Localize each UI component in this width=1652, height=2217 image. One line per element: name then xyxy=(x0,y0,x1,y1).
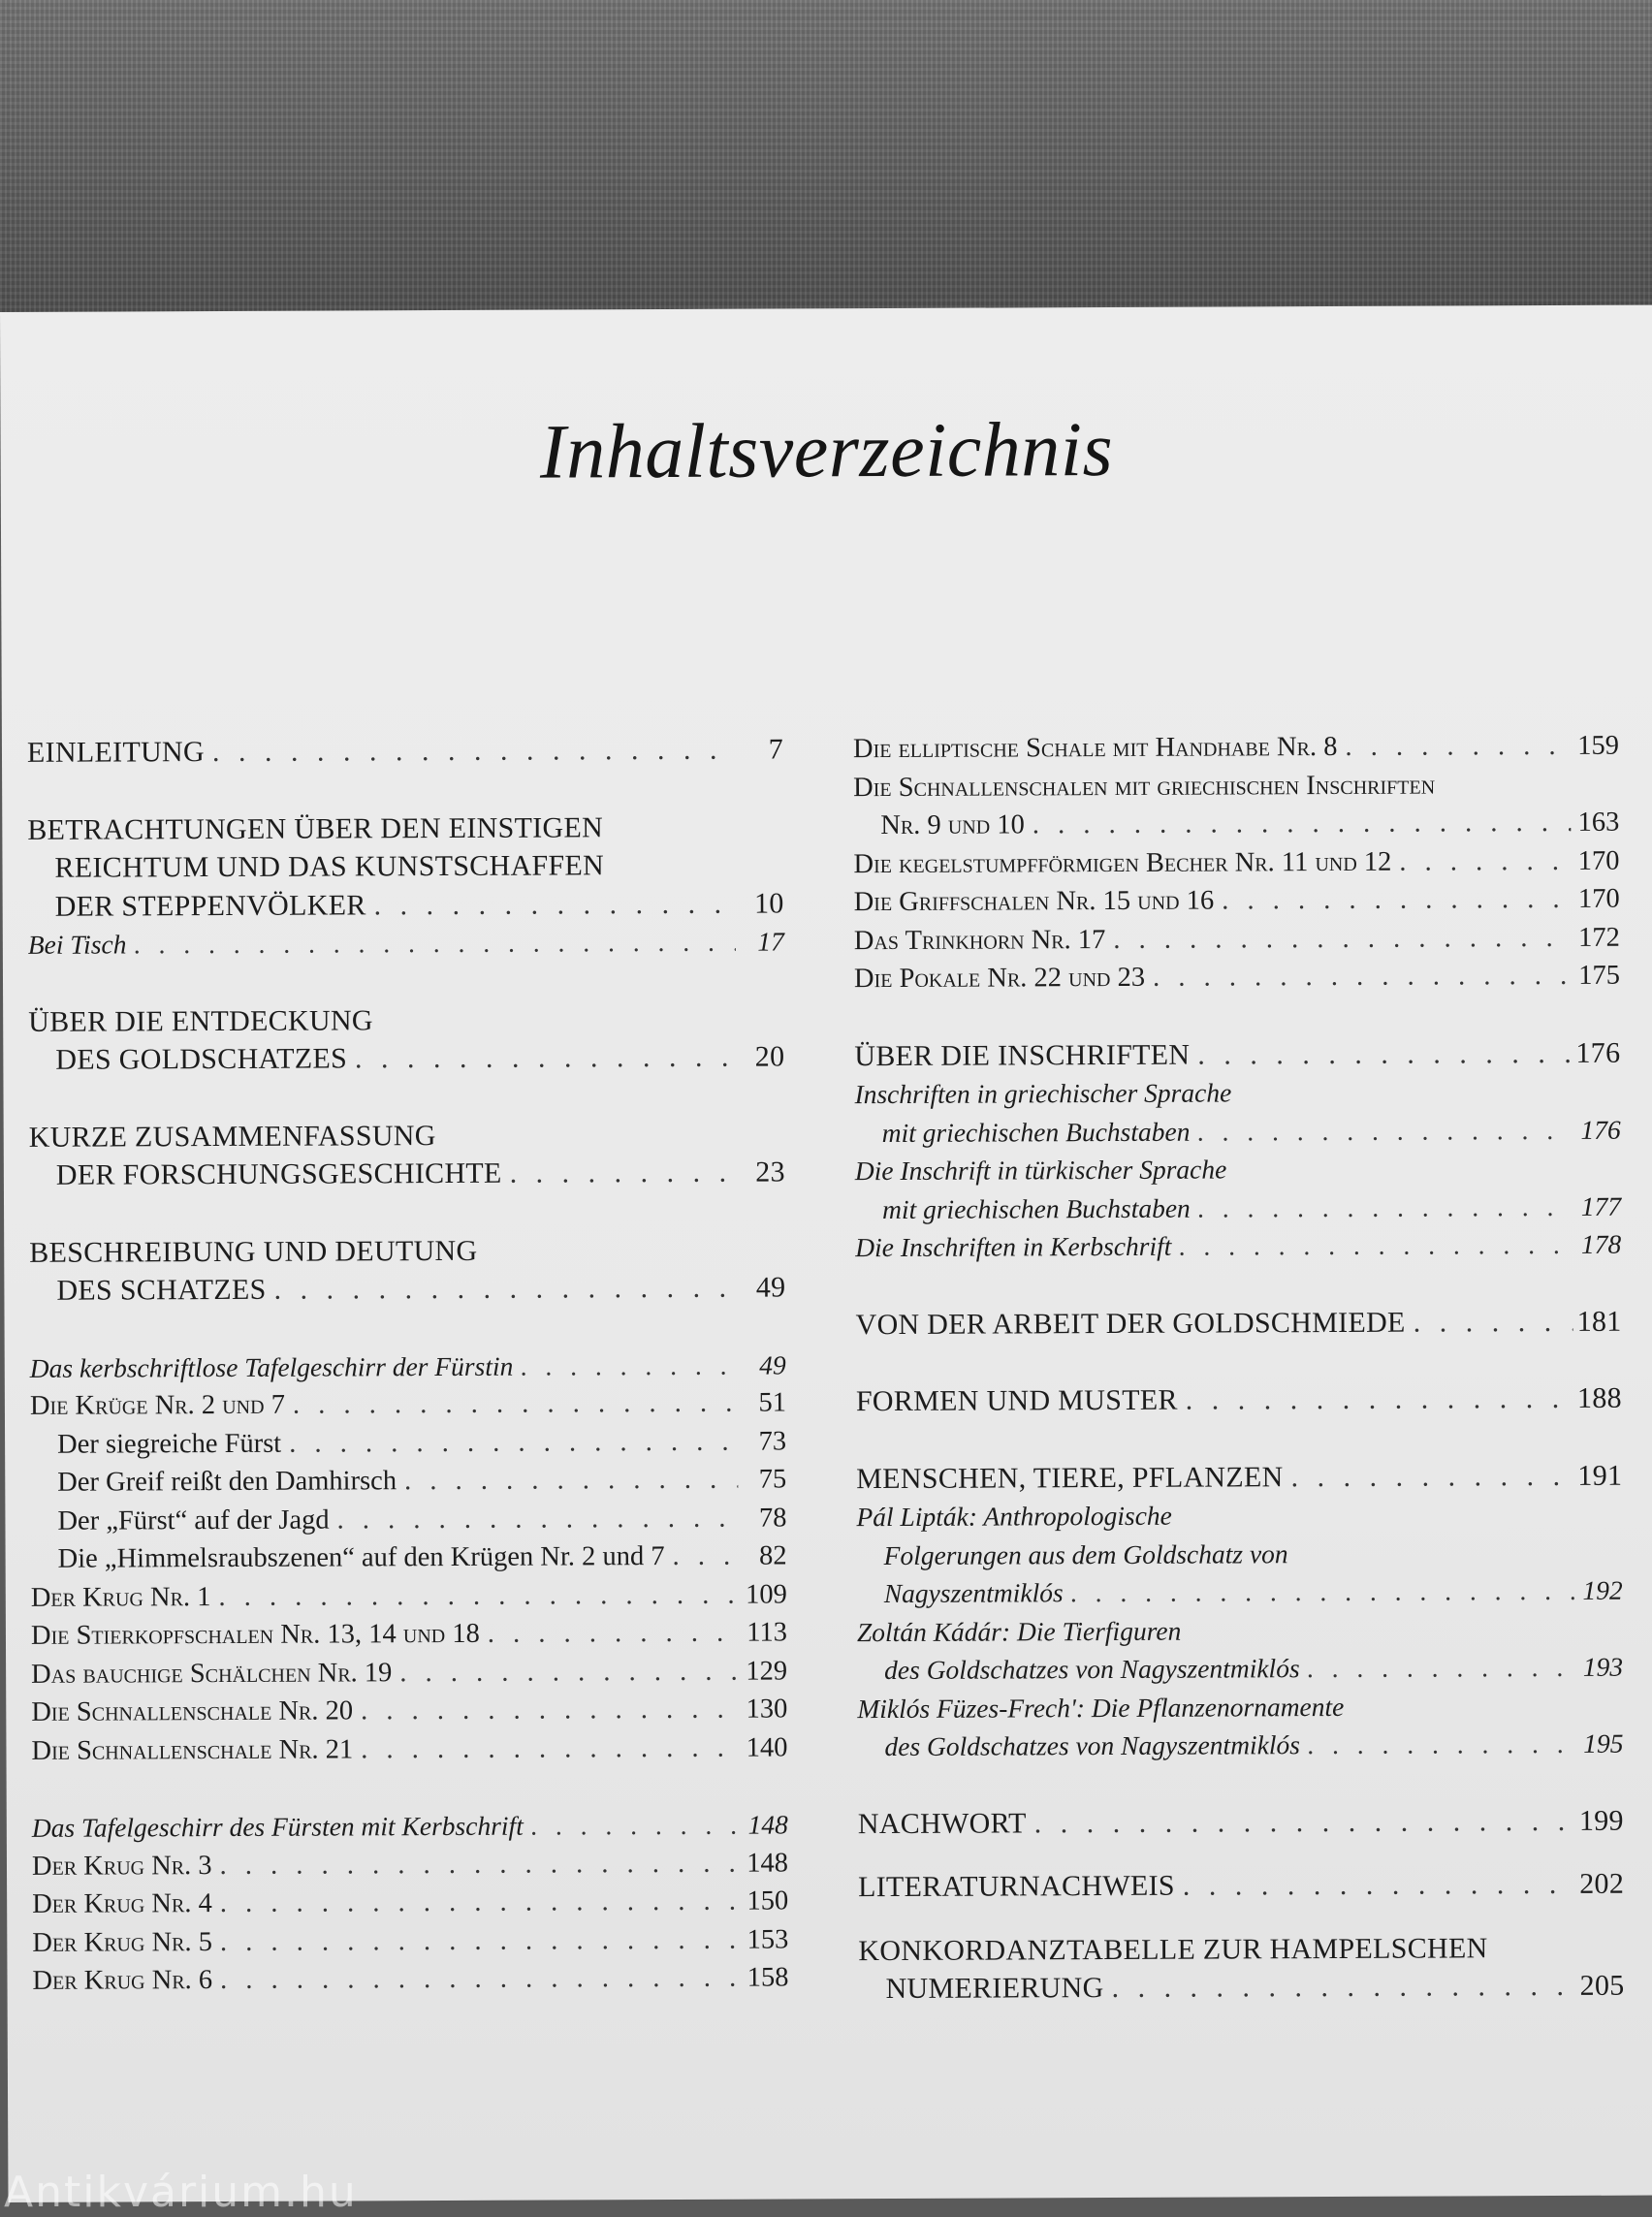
dot-leader xyxy=(366,884,736,924)
toc-entry-title: Der Krug Nr. 1 xyxy=(30,1581,211,1613)
toc-entry-title: des Goldschatzes von Nagyszentmiklós xyxy=(884,1729,1301,1762)
toc-entry[interactable] xyxy=(32,1805,788,1847)
toc-entry[interactable] xyxy=(853,727,1619,769)
toc-entry-title: DES GOLDSCHATZES xyxy=(55,1042,348,1076)
toc-left-column xyxy=(27,730,789,2000)
toc-entry[interactable] xyxy=(857,1533,1623,1574)
dot-leader xyxy=(397,1461,738,1501)
toc-entry[interactable] xyxy=(858,1928,1624,1970)
dot-leader xyxy=(1191,1187,1573,1226)
dot-leader xyxy=(1064,1571,1574,1612)
dot-leader xyxy=(1190,1033,1572,1073)
dot-leader xyxy=(1337,727,1571,767)
section-gap xyxy=(32,1766,788,1808)
toc-entry-page-number: 163 xyxy=(1577,807,1620,838)
toc-entry[interactable] xyxy=(856,1379,1622,1421)
toc-entry[interactable] xyxy=(31,1690,787,1731)
toc-entry-title: Miklós Füzes-Frech': Die Pflanzenornamente xyxy=(857,1691,1345,1724)
toc-entry[interactable] xyxy=(853,765,1619,807)
toc-entry[interactable] xyxy=(31,1575,787,1617)
toc-entry[interactable] xyxy=(854,957,1620,998)
toc-entry-page-number: 148 xyxy=(747,1847,789,1879)
toc-entry-page-number: 113 xyxy=(747,1617,788,1648)
toc-entry-page-number: 205 xyxy=(1579,1969,1625,2002)
toc-entry[interactable] xyxy=(857,1609,1623,1651)
toc-entry-title: DER FORSCHUNGSGESCHICHTE xyxy=(55,1156,502,1191)
toc-entry-page-number: 188 xyxy=(1576,1381,1622,1414)
toc-entry-page-number: 193 xyxy=(1582,1651,1624,1682)
toc-entry-page-number: 176 xyxy=(1575,1036,1621,1069)
toc-entry-title: Die Stierkopfschalen Nr. 13, 14 und 18 xyxy=(30,1618,480,1651)
toc-entry-page-number: 75 xyxy=(758,1464,787,1495)
section-gap xyxy=(856,1417,1622,1459)
toc-entry-title: BESCHREIBUNG UND DEUTUNG xyxy=(29,1234,478,1269)
toc-entry-page-number: 148 xyxy=(747,1809,788,1840)
section-gap xyxy=(855,1263,1621,1305)
toc-entry[interactable] xyxy=(30,1346,786,1387)
toc-entry[interactable] xyxy=(30,1499,786,1540)
toc-entry[interactable] xyxy=(854,1033,1620,1075)
dot-leader xyxy=(1190,1110,1572,1150)
toc-entry[interactable] xyxy=(32,1882,788,1923)
toc-entry-page-number: 51 xyxy=(758,1387,786,1418)
toc-entry[interactable] xyxy=(32,1958,788,2000)
dot-leader xyxy=(1025,804,1572,844)
toc-entry-page-number: 129 xyxy=(746,1655,788,1687)
toc-entry-title: Der Krug Nr. 3 xyxy=(31,1850,212,1882)
toc-entry[interactable] xyxy=(32,1920,788,1962)
toc-entry[interactable] xyxy=(855,1110,1621,1152)
toc-entry-title: Die „Himmelsraubszenen“ auf den Krügen Nr. 2 und 7 xyxy=(57,1541,665,1574)
dot-leader xyxy=(1300,1648,1575,1688)
toc-entry-page-number: 175 xyxy=(1578,960,1621,991)
toc-entry[interactable] xyxy=(30,1460,786,1502)
toc-entry-page-number: 199 xyxy=(1578,1804,1624,1837)
dot-leader xyxy=(392,1652,739,1692)
toc-entry-page-number: 78 xyxy=(758,1502,787,1534)
dot-leader xyxy=(212,1883,741,1923)
toc-entry-page-number: 159 xyxy=(1577,730,1620,761)
toc-entry-title: ÜBER DIE ENTDECKUNG xyxy=(28,1003,373,1038)
toc-entry-title: NACHWORT xyxy=(857,1806,1027,1840)
toc-entry-page-number: 170 xyxy=(1577,845,1620,876)
toc-entry-page-number: 23 xyxy=(755,1156,785,1188)
toc-entry-title: DER STEPPENVÖLKER xyxy=(54,888,366,923)
toc-entry[interactable] xyxy=(857,1686,1623,1727)
toc-entry[interactable] xyxy=(856,1495,1622,1536)
toc-entry[interactable] xyxy=(30,1383,786,1425)
toc-entry-page-number: 150 xyxy=(747,1885,789,1916)
section-gap xyxy=(858,1840,1624,1868)
toc-entry[interactable] xyxy=(857,1571,1623,1613)
toc-entry-page-number: 158 xyxy=(747,1962,789,1993)
toc-entry-title: VON DER ARBEIT DER GOLDSCHMIEDE xyxy=(855,1306,1406,1341)
dot-leader xyxy=(347,1038,737,1078)
toc-entry-page-number: 140 xyxy=(746,1731,788,1763)
dot-leader xyxy=(1406,1302,1573,1341)
toc-entry-title: KONKORDANZTABELLE ZUR HAMPELSCHEN xyxy=(858,1931,1488,1967)
toc-entry-page-number: 172 xyxy=(1578,922,1620,953)
toc-entry-title: Die Inschriften in Kerbschrift xyxy=(855,1230,1172,1263)
toc-entry-page-number: 177 xyxy=(1580,1190,1622,1221)
dot-leader xyxy=(210,1575,739,1616)
toc-entry-title: Pál Lipták: Anthropologische xyxy=(856,1500,1172,1533)
toc-entry-page-number: 49 xyxy=(759,1348,786,1380)
toc-entry-title: Die Schnallenschale Nr. 21 xyxy=(31,1733,354,1766)
toc-entry[interactable] xyxy=(29,1230,785,1272)
toc-entry-title: Das Trinkhorn Nr. 17 xyxy=(853,924,1106,956)
toc-entry-title: Die Griffschalen Nr. 15 und 16 xyxy=(853,885,1215,918)
section-gap xyxy=(29,1191,785,1233)
toc-entry-title: REICHTUM UND DAS KUNSTSCHAFFEN xyxy=(54,849,605,884)
toc-entry-title: Die Schnallenschalen mit griechischen Inschriften xyxy=(853,770,1436,803)
dot-leader xyxy=(1105,918,1572,959)
toc-entry[interactable] xyxy=(29,1153,785,1194)
toc-entry-title: mit griechischen Buchstaben xyxy=(881,1192,1191,1224)
section-gap xyxy=(27,769,783,810)
toc-right-column xyxy=(853,727,1625,2009)
toc-entry[interactable] xyxy=(27,845,783,887)
toc-entry-title: Der Krug Nr. 5 xyxy=(32,1926,213,1958)
page-title: Inhaltsverzeichnis xyxy=(539,406,1114,495)
toc-entry-title: Die elliptische Schale mit Handhabe Nr. 8 xyxy=(852,731,1338,765)
toc-entry[interactable] xyxy=(28,1037,784,1079)
section-gap xyxy=(858,1903,1624,1931)
toc-entry[interactable] xyxy=(31,1536,787,1578)
toc-entry-page-number: 178 xyxy=(1580,1228,1622,1259)
toc-entry[interactable] xyxy=(858,1967,1624,2009)
toc-entry[interactable] xyxy=(28,884,784,926)
toc-entry-title: Die kegelstumpfförmigen Becher Nr. 11 und 12 xyxy=(853,846,1392,879)
dot-leader xyxy=(513,1346,738,1385)
section-gap xyxy=(28,961,784,1002)
toc-entry-page-number: 153 xyxy=(747,1923,789,1955)
toc-entry-title: Der „Fürst“ auf der Jagd xyxy=(57,1504,330,1536)
section-gap xyxy=(856,1341,1622,1382)
toc-entry[interactable] xyxy=(857,1725,1623,1766)
toc-entry-title: Der Greif reißt den Damhirsch xyxy=(57,1466,397,1498)
dot-leader xyxy=(1391,841,1571,880)
dot-leader xyxy=(285,1384,738,1425)
toc-entry-page-number: 176 xyxy=(1580,1114,1621,1145)
dot-leader xyxy=(266,1269,737,1310)
toc-entry[interactable] xyxy=(853,841,1619,883)
toc-entry-page-number: 192 xyxy=(1582,1574,1623,1605)
toc-entry-page-number: 17 xyxy=(757,926,784,957)
dot-leader xyxy=(480,1614,739,1654)
dot-leader xyxy=(212,1844,741,1884)
toc-entry-page-number: 181 xyxy=(1576,1305,1622,1338)
toc-entry[interactable] xyxy=(854,1072,1620,1114)
dot-leader xyxy=(1178,1379,1573,1419)
dot-leader xyxy=(524,1806,740,1845)
toc-entry-page-number: 202 xyxy=(1579,1867,1625,1900)
toc-entry-title: Das Tafelgeschirr des Fürsten mit Kerbschrift xyxy=(31,1810,524,1843)
dot-leader xyxy=(205,731,735,772)
toc-entry-title: KURZE ZUSAMMENFASSUNG xyxy=(28,1119,436,1154)
toc-entry-title: Nagyszentmiklós xyxy=(883,1577,1064,1609)
toc-entry[interactable] xyxy=(29,1115,785,1156)
toc-entry-title: des Goldschatzes von Nagyszentmiklós xyxy=(884,1653,1300,1686)
toc-entry[interactable] xyxy=(31,1728,787,1770)
toc-entry-title: Zoltán Kádár: Die Tierfiguren xyxy=(856,1615,1182,1647)
dot-leader xyxy=(281,1422,738,1463)
dot-leader xyxy=(1027,1801,1575,1842)
toc-entry-title: Das kerbschriftlose Tafelgeschirr der Fürstin xyxy=(29,1350,514,1383)
toc-entry-page-number: 170 xyxy=(1577,883,1620,914)
dot-leader xyxy=(1171,1225,1573,1265)
toc-entry-title: BETRACHTUNGEN ÜBER DEN EINSTIGEN xyxy=(27,810,604,846)
toc-entry-title: FORMEN UND MUSTER xyxy=(855,1383,1178,1418)
toc-entry[interactable] xyxy=(858,1865,1624,1907)
toc-entry-title: LITERATURNACHWEIS xyxy=(858,1869,1175,1904)
section-gap xyxy=(29,1307,785,1348)
background-surface xyxy=(0,0,1652,320)
toc-entry[interactable] xyxy=(855,1187,1621,1228)
toc-entry-title: mit griechischen Buchstaben xyxy=(881,1116,1191,1148)
toc-entry[interactable] xyxy=(27,808,783,849)
section-gap xyxy=(28,1076,784,1118)
dot-leader xyxy=(212,1920,741,1961)
toc-entry[interactable] xyxy=(31,1613,787,1655)
toc-entry-title: Der Krug Nr. 4 xyxy=(32,1888,212,1919)
toc-entry[interactable] xyxy=(853,804,1619,845)
toc-entry-title: Die Inschrift in türkischer Sprache xyxy=(854,1154,1227,1187)
toc-entry-page-number: 195 xyxy=(1583,1727,1624,1758)
dot-leader xyxy=(1103,1967,1575,2008)
dot-leader xyxy=(212,1959,741,2000)
toc-entry[interactable] xyxy=(855,1149,1621,1190)
book-page xyxy=(0,305,1652,2202)
dot-leader xyxy=(665,1537,739,1576)
toc-entry[interactable] xyxy=(857,1648,1623,1690)
toc-entry[interactable] xyxy=(27,730,783,772)
toc-entry-title: Bei Tisch xyxy=(27,929,127,960)
toc-entry-page-number: 20 xyxy=(754,1040,785,1073)
toc-entry[interactable] xyxy=(854,918,1620,960)
toc-entry-page-number: 73 xyxy=(758,1425,787,1457)
toc-entry[interactable] xyxy=(29,1268,785,1310)
toc-entry-title: MENSCHEN, TIERE, PFLANZEN xyxy=(856,1460,1284,1495)
toc-entry-title: ÜBER DIE INSCHRIFTEN xyxy=(854,1038,1191,1072)
toc-entry-title: Der Krug Nr. 6 xyxy=(32,1965,213,1996)
dot-leader xyxy=(1214,880,1572,920)
watermark: Antikvárium.hu xyxy=(4,2168,358,2217)
toc-entry[interactable] xyxy=(32,1844,788,1885)
dot-leader xyxy=(353,1691,739,1730)
toc-entry-title: DES SCHATZES xyxy=(56,1273,267,1307)
dot-leader xyxy=(502,1154,737,1193)
toc-entry-title: Inschriften in griechischer Sprache xyxy=(854,1077,1232,1110)
toc-entry-page-number: 130 xyxy=(746,1694,788,1725)
toc-entry[interactable] xyxy=(31,1652,787,1694)
toc-entry-title: Folgerungen aus dem Goldschatz von xyxy=(883,1537,1288,1570)
dot-leader xyxy=(1283,1456,1573,1496)
dot-leader xyxy=(330,1499,739,1538)
dot-leader xyxy=(353,1728,739,1768)
toc-entry-title: Die Schnallenschale Nr. 20 xyxy=(31,1695,354,1727)
toc-entry[interactable] xyxy=(855,1302,1621,1344)
dot-leader xyxy=(1300,1725,1575,1764)
section-gap xyxy=(854,995,1620,1036)
toc-entry[interactable] xyxy=(856,1456,1622,1498)
toc-entry-page-number: 109 xyxy=(745,1578,787,1610)
toc-entry-title: Nr. 9 und 10 xyxy=(880,809,1025,841)
dot-leader xyxy=(1175,1865,1575,1905)
toc-entry-page-number: 10 xyxy=(753,886,784,920)
toc-entry[interactable] xyxy=(855,1225,1621,1267)
toc-entry[interactable] xyxy=(858,1801,1624,1843)
toc-entry[interactable] xyxy=(28,999,784,1041)
toc-entry-title: NUMERIERUNG xyxy=(885,1972,1104,2006)
toc-entry-title: Die Krüge Nr. 2 und 7 xyxy=(29,1389,285,1421)
toc-entry-title: Der siegreiche Fürst xyxy=(57,1428,282,1460)
toc-entry-page-number: 49 xyxy=(755,1271,786,1304)
toc-entry-page-number: 7 xyxy=(768,733,784,766)
dot-leader xyxy=(126,923,736,964)
toc-entry-title: EINLEITUNG xyxy=(26,736,206,769)
toc-entry[interactable] xyxy=(854,880,1620,922)
toc-entry-title: Das bauchige Schälchen Nr. 19 xyxy=(31,1657,393,1690)
toc-entry-title: Die Pokale Nr. 22 und 23 xyxy=(853,962,1146,995)
toc-entry[interactable] xyxy=(28,922,784,964)
section-gap xyxy=(858,1762,1624,1804)
toc-entry-page-number: 191 xyxy=(1577,1459,1623,1492)
toc-entry-page-number: 82 xyxy=(759,1540,787,1571)
dot-leader xyxy=(1145,957,1572,997)
toc-entry[interactable] xyxy=(30,1422,786,1464)
